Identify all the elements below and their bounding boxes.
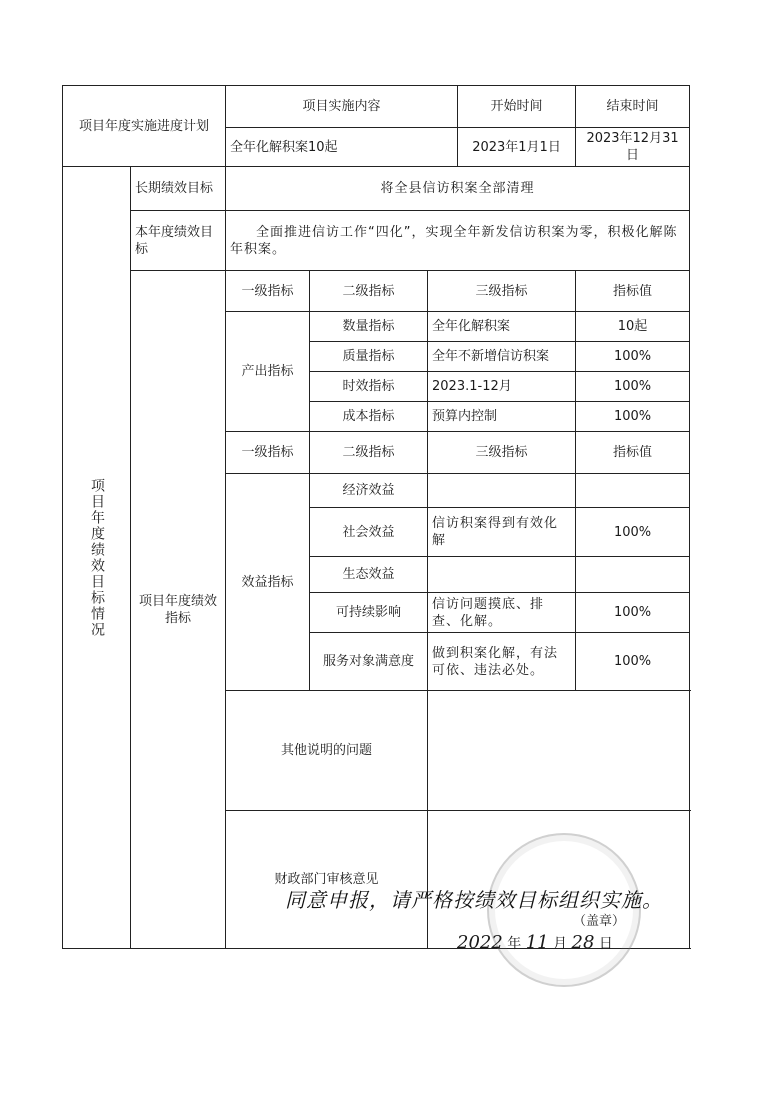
header-value: 指标值 (576, 432, 690, 474)
header-level2: 二级指标 (310, 271, 428, 312)
benefit-l3 (428, 557, 576, 593)
review-handwritten-comment: 同意申报，请严格按绩效目标组织实施。 (285, 888, 663, 912)
output-l3: 2023.1-12月 (428, 372, 576, 402)
plan-section-label: 项目年度实施进度计划 (63, 86, 226, 167)
output-value: 10起 (576, 312, 690, 342)
output-label: 产出指标 (226, 312, 310, 432)
benefit-l2: 服务对象满意度 (310, 633, 428, 691)
long-term-label: 长期绩效目标 (131, 167, 226, 211)
benefit-l3: 做到积案化解，有法可依、违法必处。 (428, 633, 576, 691)
annual-value: 全面推进信访工作“四化”，实现全年新发信访积案为零，积极化解陈年积案。 (226, 211, 690, 271)
benefit-l2: 可持续影响 (310, 593, 428, 633)
output-l2: 成本指标 (310, 402, 428, 432)
plan-col-content: 项目实施内容 (226, 86, 458, 128)
output-l3: 全年不新增信访积案 (428, 342, 576, 372)
long-term-value: 将全县信访积案全部清理 (226, 167, 690, 211)
benefit-l3 (428, 474, 576, 508)
header-value: 指标值 (576, 271, 690, 312)
plan-col-start: 开始时间 (458, 86, 576, 128)
output-value: 100% (576, 372, 690, 402)
benefit-value (576, 557, 690, 593)
output-value: 100% (576, 402, 690, 432)
plan-col-end: 结束时间 (576, 86, 690, 128)
benefit-l2: 经济效益 (310, 474, 428, 508)
plan-end: 2023年12月31日 (576, 128, 690, 167)
other-value (428, 691, 690, 811)
date-year-unit: 年 (507, 936, 522, 952)
date-year: 2022 (457, 932, 503, 953)
header-level3: 三级指标 (428, 271, 576, 312)
benefit-l3: 信访问题摸底、排查、化解。 (428, 593, 576, 633)
benefit-value: 100% (576, 633, 690, 691)
benefit-value: 100% (576, 508, 690, 557)
review-label: 财政部门审核意见 (226, 811, 428, 949)
annual-label: 本年度绩效目标 (131, 211, 226, 271)
benefit-l2: 生态效益 (310, 557, 428, 593)
output-l2: 质量指标 (310, 342, 428, 372)
date-month: 11 (525, 932, 549, 953)
plan-content: 全年化解积案10起 (226, 128, 458, 167)
date-month-unit: 月 (553, 936, 568, 952)
performance-table (62, 85, 690, 949)
benefit-l2: 社会效益 (310, 508, 428, 557)
benefit-label: 效益指标 (226, 474, 310, 691)
header-level1: 一级指标 (226, 432, 310, 474)
output-l3: 预算内控制 (428, 402, 576, 432)
indicators-label: 项目年度绩效指标 (131, 271, 226, 949)
header-level1: 一级指标 (226, 271, 310, 312)
seal-label: （盖章） (573, 914, 626, 929)
date-day-unit: 日 (598, 936, 613, 952)
output-l2: 数量指标 (310, 312, 428, 342)
goals-section-cell (63, 167, 131, 949)
benefit-value (576, 474, 690, 508)
output-l3: 全年化解积案 (428, 312, 576, 342)
benefit-value: 100% (576, 593, 690, 633)
output-value: 100% (576, 342, 690, 372)
date-day: 28 (571, 932, 595, 953)
plan-start: 2023年1月1日 (458, 128, 576, 167)
header-level3: 三级指标 (428, 432, 576, 474)
review-date (457, 932, 613, 953)
benefit-l3: 信访积案得到有效化解 (428, 508, 576, 557)
output-l2: 时效指标 (310, 372, 428, 402)
header-level2: 二级指标 (310, 432, 428, 474)
budget-form (62, 85, 690, 949)
other-label: 其他说明的问题 (226, 691, 428, 811)
goals-section-label: 项目年度绩效目标情况 (89, 477, 105, 638)
